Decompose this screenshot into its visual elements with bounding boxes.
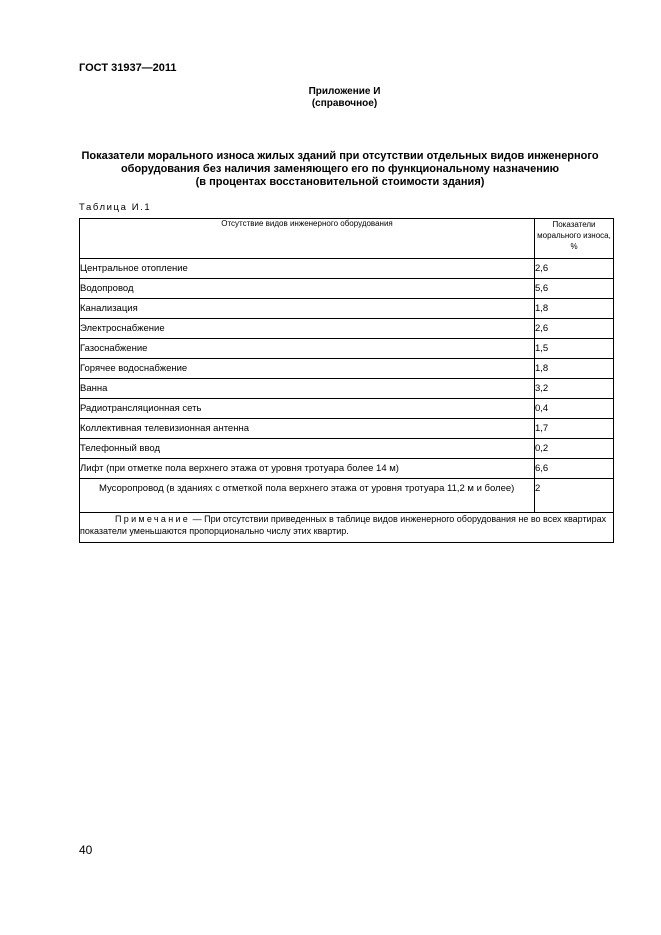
wear-table (79, 218, 614, 543)
page-number: 40 (79, 843, 93, 857)
table-note (80, 513, 614, 543)
document-title (60, 150, 620, 189)
table-row (80, 379, 614, 399)
title-line-2: оборудования без наличия заменяющего его по функциональному назначению (120, 163, 560, 175)
equipment-name-cell: Газоснабжение (80, 339, 535, 359)
wear-value-cell: 5,6 (535, 279, 614, 299)
title-line-3: (в процентах восстановительной стоимости здания) (195, 176, 485, 188)
table-row (80, 459, 614, 479)
equipment-name-cell: Ванна (80, 379, 535, 399)
appendix-type: (справочное) (311, 98, 378, 109)
wear-value-cell: 2 (535, 479, 614, 513)
equipment-name-cell: Канализация (80, 299, 535, 319)
equipment-name-cell: Горячее водоснабжение (80, 359, 535, 379)
table-row (80, 259, 614, 279)
table-row (80, 419, 614, 439)
equipment-name-cell: Центральное отопление (80, 259, 535, 279)
equipment-name-cell: Лифт (при отметке пола верхнего этажа от уровня тротуара более 14 м) (80, 459, 535, 479)
table-row (80, 319, 614, 339)
wear-value-cell: 0,2 (535, 439, 614, 459)
table-label: Таблица И.1 (79, 202, 152, 213)
equipment-name-cell: Водопровод (80, 279, 535, 299)
table-note-row (80, 513, 614, 543)
title-line-1: Показатели морального износа жилых зданий при отсутствии отдельных видов инженерного (81, 150, 599, 162)
table-row (80, 279, 614, 299)
table-header-row (80, 219, 614, 259)
table-row (80, 339, 614, 359)
equipment-name-cell: Радиотрансляционная сеть (80, 399, 535, 419)
note-label: Примечание (115, 514, 191, 524)
column-header-equipment: Отсутствие видов инженерного оборудования (80, 219, 535, 259)
wear-value-cell: 2,6 (535, 259, 614, 279)
equipment-name-cell: Телефонный ввод (80, 439, 535, 459)
wear-value-cell: 1,7 (535, 419, 614, 439)
wear-value-cell: 2,6 (535, 319, 614, 339)
column-header-wear: Показатели морального износа, % (535, 219, 614, 259)
wear-value-cell: 3,2 (535, 379, 614, 399)
wear-value-cell: 1,8 (535, 359, 614, 379)
appendix-title: Приложение И (308, 86, 381, 97)
equipment-name-cell: Мусоропровод (в зданиях с отметкой пола верхнего этажа от уровня тротуара 11,2 м и более) (80, 479, 535, 513)
table-row (80, 439, 614, 459)
table-row (80, 399, 614, 419)
note-text: — При отсутствии приведенных в таблице видов инженерного оборудования не во всех квартирах показатели уменьшаются пропорционально числу этих квартир. (80, 514, 607, 536)
equipment-name-cell: Коллективная телевизионная антенна (80, 419, 535, 439)
appendix-heading (0, 86, 661, 110)
equipment-name-cell: Электроснабжение (80, 319, 535, 339)
document-code: ГОСТ 31937—2011 (79, 62, 177, 74)
wear-value-cell: 6,6 (535, 459, 614, 479)
wear-value-cell: 1,5 (535, 339, 614, 359)
wear-value-cell: 1,8 (535, 299, 614, 319)
table-row (80, 299, 614, 319)
table-row (80, 479, 614, 513)
table-row (80, 359, 614, 379)
wear-value-cell: 0,4 (535, 399, 614, 419)
